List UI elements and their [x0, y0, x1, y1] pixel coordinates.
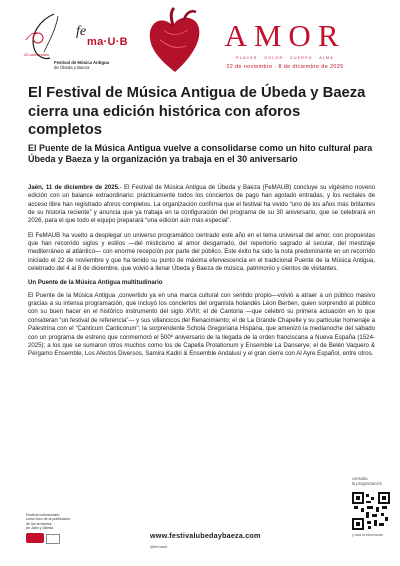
- theme-title: AMOR: [224, 18, 346, 53]
- qr-label-line-2: la programación: [352, 481, 383, 486]
- sponsor-logo-secondary: [46, 534, 60, 544]
- logo-mark-maub: ma·U·B: [87, 36, 128, 48]
- anniversary-badge: 25 aniversario: [24, 52, 50, 57]
- logo-subtitle: [54, 60, 134, 70]
- funding-note: [26, 513, 106, 531]
- social-handle[interactable]: @femaub: [150, 544, 168, 549]
- dateline: Jaén, 11 de diciembre de 2025.: [28, 184, 120, 191]
- article-title: El Festival de Música Antigua de Úbeda y Baeza cierra una edición histórica con aforos completos: [28, 85, 366, 138]
- qr-caption: y toda la información: [352, 533, 384, 537]
- article-body: [28, 184, 375, 365]
- paragraph-1-text: - El Festival de Música Antigua de Úbeda y Baeza (FeMAUB) concluye su vigésimo noveno edición con un balance extraordinario: prácticamente todos los conciertos de pago han agotado entradas, y los recitales de acceso libre han registrado aforos completos. La organización confirma que el festival ha vivido “uno de los años más brillantes de su historia reciente” y anuncia que ya trabaja en la configuración del programa de su 30 aniversario, que se celebrará en 2026, para el que todo el equipo preparará “una edición aún más especial”.: [28, 184, 375, 225]
- funding-note-line-3: de los territorios: [26, 521, 52, 526]
- section-heading: Un Puente de la Música Antigua multitudinario: [28, 279, 163, 287]
- funding-note-line-2: como foco de la publicación: [26, 517, 71, 522]
- logo-mark-fe: fe: [76, 24, 87, 39]
- festival-dates: 22 de noviembre · 8 de diciembre de 2025: [226, 64, 344, 70]
- logo-subtitle-line-1: Festival de Música Antigua: [54, 60, 109, 65]
- funding-note-line-1: Festival cofinanciado: [26, 513, 60, 517]
- theme-tagline: PLACER · DOLOR · CUERPO · ALMA: [236, 56, 334, 60]
- website-link[interactable]: www.festivalubedaybaeza.com: [150, 531, 261, 540]
- sponsor-logo: [26, 533, 44, 543]
- paragraph-2: El FeMAUB ha vuelto a desplegar un universo programático centrado este año en el tema universal del amor, con propuestas que han recorrido siglos y estilos —del misticismo al amor desgarrado, del repertorio sagrado al secular, del mestizaje mediterráneo al atlántico— con enorme recepción por parte del público. Este éxito ha sido la nota predominante en un recorrido iniciado el 22 de noviembre y que ha tenido su punto de máxima efervescencia en el tradicional Puente de la Música Antigua, celebrado del 4 al 8 de diciembre, que volvió a llenar Úbeda y Baeza de música, patrimonio y cientos de visitantes.: [28, 231, 375, 273]
- qr-label-line-1: consulta: [352, 476, 368, 481]
- paragraph-3: El Puente de la Música Antigua ,convertido ya en una marca cultural con sentido propio—volvió a atraer a un público masivo gracias a su intensa programación, que incluyó los conciertos del organista holandés Léon Berben, quien sorprendió al público con su buen hacer en el histórico instrumento del siglo XVIII; el de Cantoria —que celebró su primera actuación en lo que consideran “un festival de referencia”— y sus villancicos del Renacimiento; el de La Grande Chapelle y su particular homenaje a Palestrina con el “Canticum Canticorum”; la sorprendente Schola Gregoriana Hispana, que amenizó la medianoche del sábado con un programa de estreno que conmemoró el 500º aniversario de la llegada de la orden franciscana a Nueva España (1524-2025); a los que se sumaron otros muchos como los de Capella Prolationum y Ensemble La Danserye; el de Belén Vaquero & Pérgamo Ensemble, Los Afectos Diversos, Samira Kadiri & Ensemble Andalusí y el gran cierre con Al Ayre Español, entre otros.: [28, 291, 375, 358]
- paragraph-1: [28, 184, 375, 226]
- logo-subtitle-line-2: de Úbeda y Baeza: [54, 65, 90, 71]
- header: [0, 0, 400, 80]
- qr-label: [352, 476, 396, 486]
- funding-note-line-4: de Jaén y Úbeda: [26, 526, 54, 531]
- article-subtitle: El Puente de la Música Antigua vuelve a consolidarse como un hito cultural para Úbeda y Baeza y la organización ya trabaja en el 30 aniversario: [28, 143, 373, 165]
- festival-logo[interactable]: [20, 10, 130, 76]
- qr-code-icon[interactable]: [352, 492, 390, 530]
